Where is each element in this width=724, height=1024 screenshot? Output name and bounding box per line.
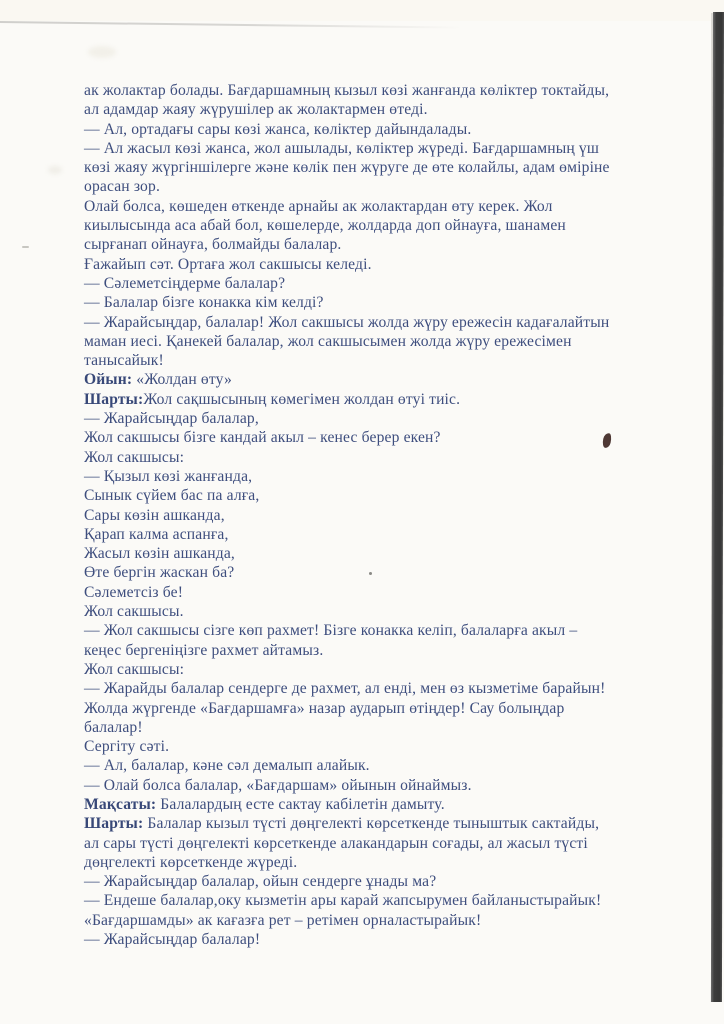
text-line: — Ендеше балалар,оку кызметін ары карай жапсырумен байланыстырайык!: [84, 892, 602, 910]
text-line: ал адамдар жаяу жүрушілер ак жолактармен өтеді.: [84, 101, 428, 119]
scan-speck: [22, 246, 29, 248]
text-line: Жол сакшысы:: [84, 448, 185, 466]
text-line: Шарты: Балалар кызыл түсті дөңгелекті көрсеткенде тыныштык сактайды,: [84, 815, 600, 833]
text-line: — Жол сакшысы сізге көп рахмет! Бізге конакка келіп, балаларға акыл –: [84, 622, 578, 640]
text-line: Ғажайып сәт. Ортаға жол сакшысы келеді.: [84, 255, 372, 273]
text-line: кеңес бергеніңізге рахмет айтамыз.: [84, 641, 324, 659]
text-line: — Жарайсыңдар балалар, ойын сендерге ұнады ма?: [84, 873, 437, 891]
text-line: дөңгелекті көрсеткенде жүреді.: [84, 853, 298, 871]
text-line: ал сары түсті дөңгелекті көрсеткенде алакандарын соғады, ал жасыл түсті: [84, 834, 588, 852]
text-line: Сары көзін ашканда,: [84, 506, 225, 524]
text-line: Жол сакшысы бізге кандай акыл – кенес берер екен?: [84, 429, 441, 447]
text-line: «Бағдаршамды» ак кағазға рет – ретімен орналастырайык!: [84, 911, 482, 929]
text-line: көзі жаяу жүргіншілерге және көлік пен жүруге де өте колайлы, адам өміріне: [84, 159, 610, 177]
text-line: — Жарайсыңдар, балалар! Жол сакшысы жолда жүру ережесін кадағалайтын: [84, 313, 610, 331]
text-line: Қарап калма аспанға,: [84, 525, 229, 543]
text-line: — Жарайды балалар сендерге де рахмет, ал енді, мен өз кызметіме барайын!: [84, 680, 606, 698]
text-line: — Жарайсыңдар балалар!: [84, 931, 261, 949]
text-line: — Сәлеметсіңдерме балалар?: [84, 274, 286, 292]
text-line: Сергіту сәті.: [84, 738, 170, 756]
text-line: Ойын: «Жолдан өту»: [84, 371, 232, 389]
text-line: — Жарайсыңдар балалар,: [84, 410, 259, 428]
text-line: Олай болса, көшеден өткенде арнайы ак жолактардан өту керек. Жол: [84, 197, 553, 215]
text-line: Жол сакшысы.: [84, 603, 184, 621]
paper-top-edge-line: [0, 21, 462, 29]
scanner-lid-strip: [0, 0, 724, 21]
text-line: Сәлеметсіз бе!: [84, 583, 184, 601]
text-line: Жолда жүргенде «Бағдаршамға» назар аударып өтіңдер! Сау болыңдар: [84, 699, 565, 717]
text-line: Жол сакшысы:: [84, 660, 185, 678]
text-line: ак жолактар болады. Бағдаршамның кызыл көзі жанғанда көліктер токтайды,: [84, 82, 610, 99]
text-line: — Олай болса балалар, «Бағдаршам» ойынын ойнаймыз.: [84, 776, 472, 794]
text-line: сырғанап ойнауға, болмайды балалар.: [84, 236, 342, 254]
text-line: — Қызыл көзі жанғанда,: [84, 467, 253, 485]
text-line: Өте бергін жаскан ба?: [84, 564, 235, 582]
text-line: — Ал, ортадағы сары көзі жанса, көліктер дайындалады.: [84, 120, 472, 138]
page-text: [84, 81, 684, 949]
text-line: маман иесі. Қанекей балалар, жол сакшысымен жолда жүру ережесімен: [84, 332, 572, 350]
text-line: — Ал жасыл көзі жанса, жол ашылады, көліктер жүреді. Бағдаршамның үш: [84, 139, 600, 157]
text-line: киылысында аса абай бол, көшелерде, жолдарда доп ойнауға, шанамен: [84, 217, 566, 235]
text-line: танысайык!: [84, 352, 164, 370]
text-line: — Балалар бізге конакка кім келді?: [84, 294, 324, 312]
scanner-edge-strip: [711, 12, 724, 1002]
text-line: — Ал, балалар, кәне сәл демалып алайык.: [84, 757, 370, 775]
text-line: Шарты:Жол сақшысының көмегімен жолдан өтуі тиіс.: [84, 390, 461, 408]
scan-smudge: [88, 46, 116, 58]
scan-smudge: [48, 166, 62, 174]
text-line: Мақсаты: Балалардың есте сактау кабілетін дамыту.: [84, 795, 445, 813]
text-line: Сынык сүйем бас па алға,: [84, 487, 260, 505]
text-line: Жасыл көзін ашканда,: [84, 545, 235, 563]
text-line: балалар!: [84, 718, 143, 736]
text-line: орасан зор.: [84, 178, 161, 196]
